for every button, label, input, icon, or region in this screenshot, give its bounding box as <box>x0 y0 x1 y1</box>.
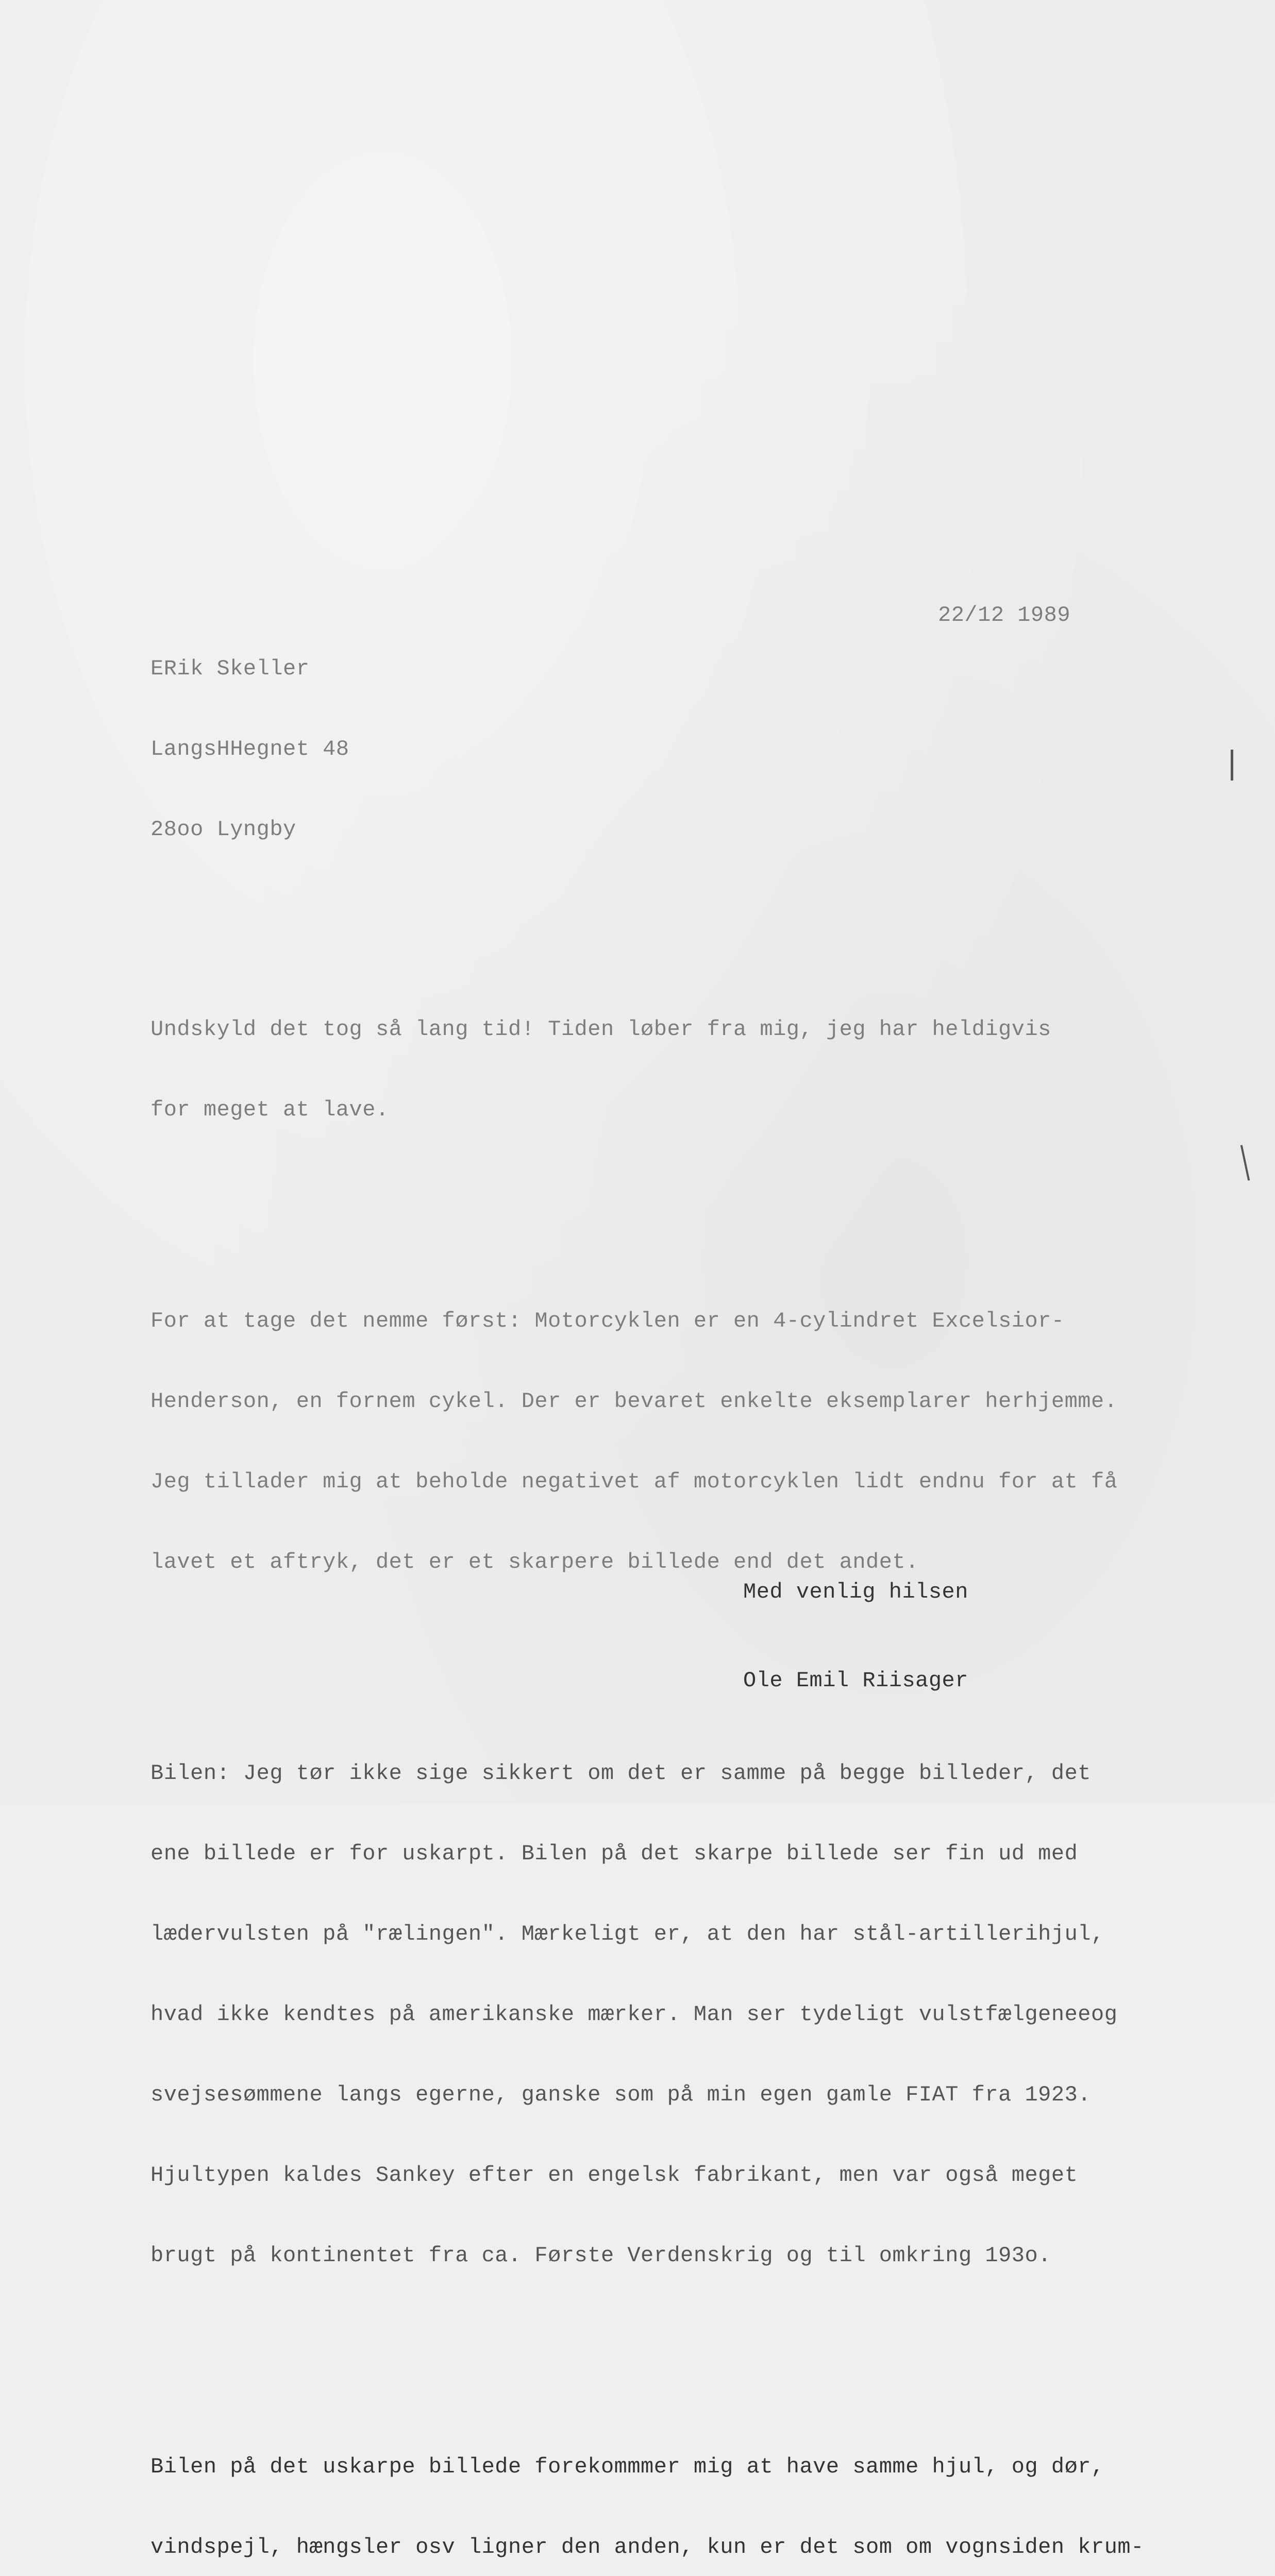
body-line: Undskyld det tog så lang tid! Tiden løber fra mig, jeg har heldigvis <box>150 1017 1051 1042</box>
body-line: For at tage det nemme først: Motorcyklen er en 4-cylindret Excelsior- <box>150 1309 1065 1333</box>
body-line: hvad ikke kendtes på amerikanske mærker. Man ser tydeligt vulstfælgeneeog <box>150 2002 1118 2027</box>
margin-mark <box>1231 750 1233 781</box>
body-line: for meget at lave. <box>150 1097 389 1122</box>
margin-mark <box>1240 1145 1250 1180</box>
closing-salutation: Med venlig hilsen <box>743 1580 968 1604</box>
letter-date: 22/12 1989 <box>938 603 1071 628</box>
body-line: ene billede er for uskarpt. Bilen på det skarpe billede ser fin ud med <box>150 1841 1078 1866</box>
sender-street: LangsHHegnet 48 <box>150 737 349 761</box>
body-line: Bilen: Jeg tør ikke sige sikkert om det er samme på begge billeder, det <box>150 1761 1091 1786</box>
sender-name: ERik Skeller <box>150 656 310 681</box>
signature-name: Ole Emil Riisager <box>743 1668 968 1693</box>
sender-address <box>150 602 349 896</box>
paragraph-2 <box>150 1254 1157 1629</box>
letter-body <box>150 909 1157 2576</box>
paragraph-3 <box>150 1706 1157 2323</box>
body-line: lædervulsten på "rælingen". Mærkeligt er, at den har stål-artillerihjul, <box>150 1922 1104 1946</box>
body-line: lavet et aftryk, det er et skarpere billede end det andet. <box>150 1550 919 1574</box>
body-line: Hjultypen kaldes Sankey efter en engelsk fabrikant, men var også meget <box>150 2163 1078 2188</box>
body-line: Bilen på det uskarpe billede forekommmer mig at have samme hjul, og dør, <box>150 2454 1104 2479</box>
paragraph-1 <box>150 962 1157 1177</box>
body-line: brugt på kontinentet fra ca. Første Verdenskrig og til omkring 193o. <box>150 2243 1051 2268</box>
sender-city: 28oo Lyngby <box>150 817 296 842</box>
body-line: svejsesømmene langs egerne, ganske som på min egen gamle FIAT fra 1923. <box>150 2082 1091 2107</box>
paragraph-4 <box>150 2400 1157 2576</box>
body-line: vindspejl, hængsler osv ligner den anden, kun er det som om vognsiden krum- <box>150 2535 1144 2560</box>
body-line: Jeg tillader mig at beholde negativet af motorcyklen lidt endnu for at få <box>150 1469 1118 1494</box>
body-line: Henderson, en fornem cykel. Der er bevaret enkelte eksemplarer herhjemme. <box>150 1389 1118 1414</box>
